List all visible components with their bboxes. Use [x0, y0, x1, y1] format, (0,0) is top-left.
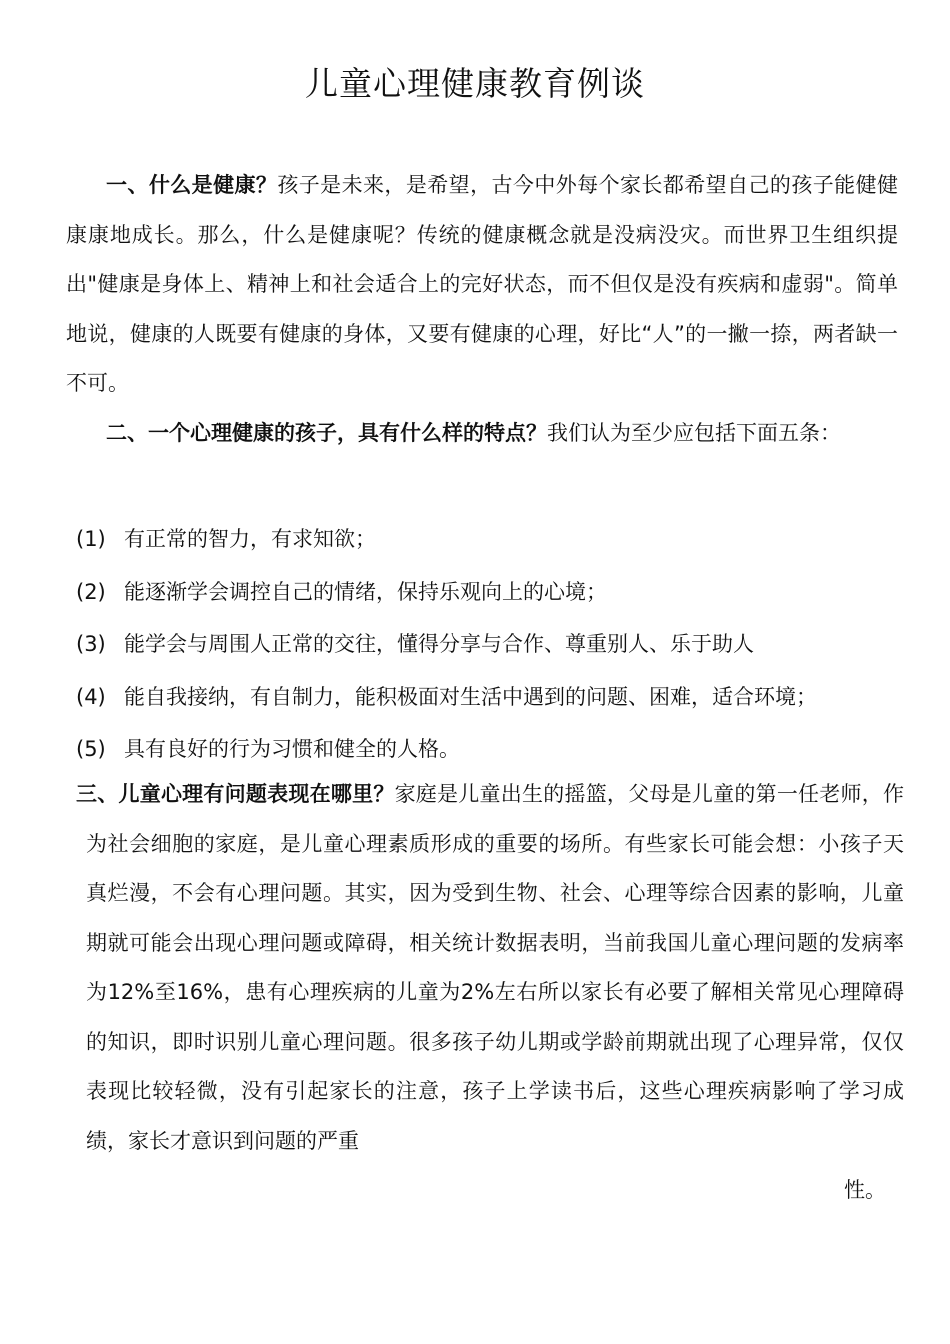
list-item-number: (3): [76, 632, 106, 656]
list-item-number: (2): [76, 579, 106, 604]
list-item-text: 能逐渐学会调控自己的情绪，保持乐观向上的心境；: [124, 579, 607, 604]
characteristics-list: [76, 513, 906, 776]
list-item: [76, 566, 906, 619]
list-item-number: (4): [76, 684, 106, 709]
section-2-body: 我们认为至少应包括下面五条：: [547, 421, 841, 445]
section-3-tail: 性。: [844, 1178, 886, 1202]
list-item: [76, 618, 906, 671]
list-item-number: (5): [76, 737, 106, 761]
list-item-number: (1): [76, 527, 106, 551]
list-item-text: 能学会与周围人正常的交往，懂得分享与合作、尊重别人、乐于助人: [124, 632, 754, 656]
section-3-paragraph: [76, 770, 904, 1216]
section-1-heading: 一、什么是健康？: [106, 173, 278, 197]
list-item: [76, 671, 906, 724]
list-item-text: 有正常的智力，有求知欲；: [124, 527, 376, 551]
section-3-heading: 三、儿童心理有问题表现在哪里？: [76, 782, 395, 806]
list-item-text: 具有良好的行为习惯和健全的人格。: [124, 737, 460, 761]
section-3-body: 家庭是儿童出生的摇篮，父母是儿童的第一任老师，作为社会细胞的家庭，是儿童心理素质形成的重要的场所。有些家长可能会想：小孩子天真烂漫，不会有心理问题。其实，因为受到生物、社会、心理等综合因素的影响，儿童期就可能会出现心理问题或障碍，相关统计数据表明，当前我国儿童心理问题的发病率为12%至16%，患有心理疾病的儿童为2%左右所以家长有必要了解相关常见心理障碍的知识，即时识别儿童心理问题。很多孩子幼儿期或学龄前期就出现了心理异常，仅仅表现比较轻微，没有引起家长的注意，孩子上学读书后，这些心理疾病影响了学习成绩，家长才意识到问题的严重: [86, 782, 905, 1153]
section-2-paragraph: [66, 409, 898, 459]
section-1-paragraph: [66, 161, 898, 409]
section-1-body: 孩子是未来，是希望，古今中外每个家长都希望自己的孩子能健健康康地成长。那么，什么是健康呢？传统的健康概念就是没病没灾。而世界卫生组织提出"健康是身体上、精神上和社会适合上的完好状态，而不但仅是没有疾病和虚弱"。简单地说，健康的人既要有健康的身体，又要有健康的心理，好比“人”的一撇一捺，两者缺一不可。: [66, 173, 899, 395]
list-item: [76, 723, 906, 776]
section-2-heading: 二、一个心理健康的孩子，具有什么样的特点？: [106, 421, 547, 445]
list-item: [76, 513, 906, 566]
list-item-text: 能自我接纳，有自制力，能积极面对生活中遇到的问题、困难，适合环境；: [124, 684, 817, 709]
document-title: 儿童心理健康教育例谈: [305, 64, 645, 103]
